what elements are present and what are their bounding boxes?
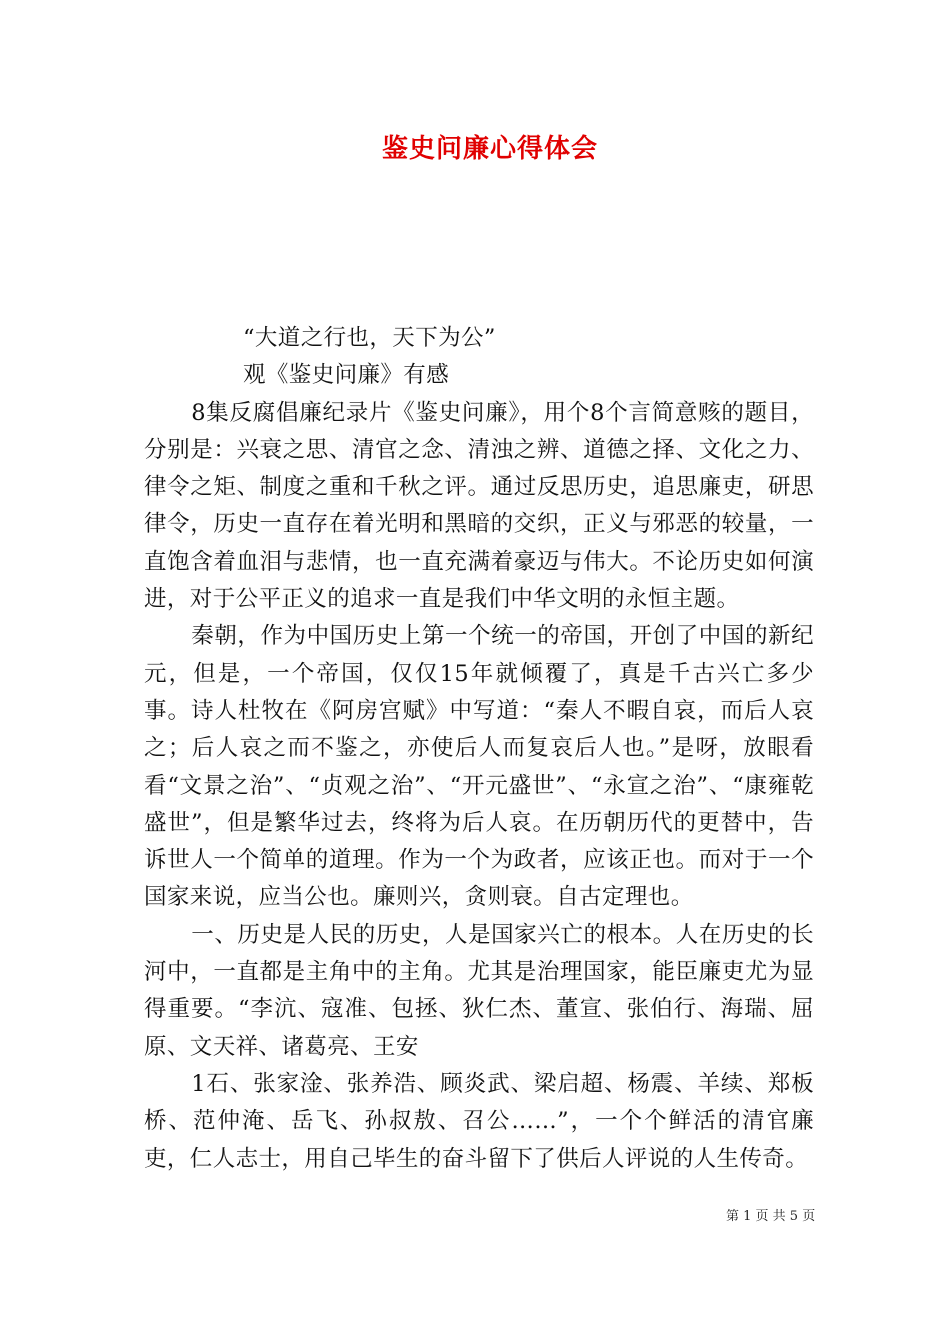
document-body (144, 320, 814, 1178)
document-title: 鉴史问廉心得体会 (381, 134, 598, 164)
page-footer: 第 1 页 共 5 页 (726, 1209, 816, 1224)
subtitle-block (144, 320, 814, 395)
subtitle-line: 观《鉴史问廉》有感 (243, 362, 450, 389)
paragraph: 秦朝，作为中国历史上第一个统一的帝国，开创了中国的新纪元，但是，一个帝国，仅仅15年就倾覆了，真是千古兴亡多少事。诗人杜牧在《阿房宫赋》中写道：“秦人不暇自哀，而后人哀之；后人哀之而不鉴之，亦使后人而复哀后人也。”是呀，放眼看看“文景之治”、“贞观之治”、“开元盛世”、“永宣之治”、“康雍乾盛世”，但是繁华过去，终将为后人哀。在历朝历代的更替中，告诉世人一个简单的道理。作为一个为政者，应该正也。而对于一个国家来说，应当公也。廉则兴，贪则衰。自古定理也。 (144, 623, 814, 911)
quote-line: “大道之行也，天下为公” (243, 325, 496, 351)
paragraph: 一、历史是人民的历史，人是国家兴亡的根本。人在历史的长河中，一直都是主角中的主角。尤其是治理国家，能臣廉吏尤为显得重要。“李沆、寇准、包拯、狄仁杰、董宣、张伯行、海瑞、屈原、文天祥、诸葛亮、王安 (144, 921, 814, 1060)
paragraph: 1石、张家淦、张养浩、顾炎武、梁启超、杨震、羊续、郑板桥、范仲淹、岳飞、孙叔敖、召公……”，一个个鲜活的清官廉吏，仁人志士，用自己毕生的奋斗留下了供后人评说的人生传奇。 (144, 1070, 814, 1172)
paragraph: 8集反腐倡廉纪录片《鉴史问廉》，用个8个言简意赅的题目，分别是：兴衰之思、清官之念、清浊之辨、道德之择、文化之力、律令之矩、制度之重和千秋之评。通过反思历史，追思廉吏，研思律令，历史一直存在着光明和黑暗的交织，正义与邪恶的较量，一直饱含着血泪与悲情，也一直充满着豪迈与伟大。不论历史如何演进，对于公平正义的追求一直是我们中华文明的永恒主题。 (144, 399, 814, 613)
